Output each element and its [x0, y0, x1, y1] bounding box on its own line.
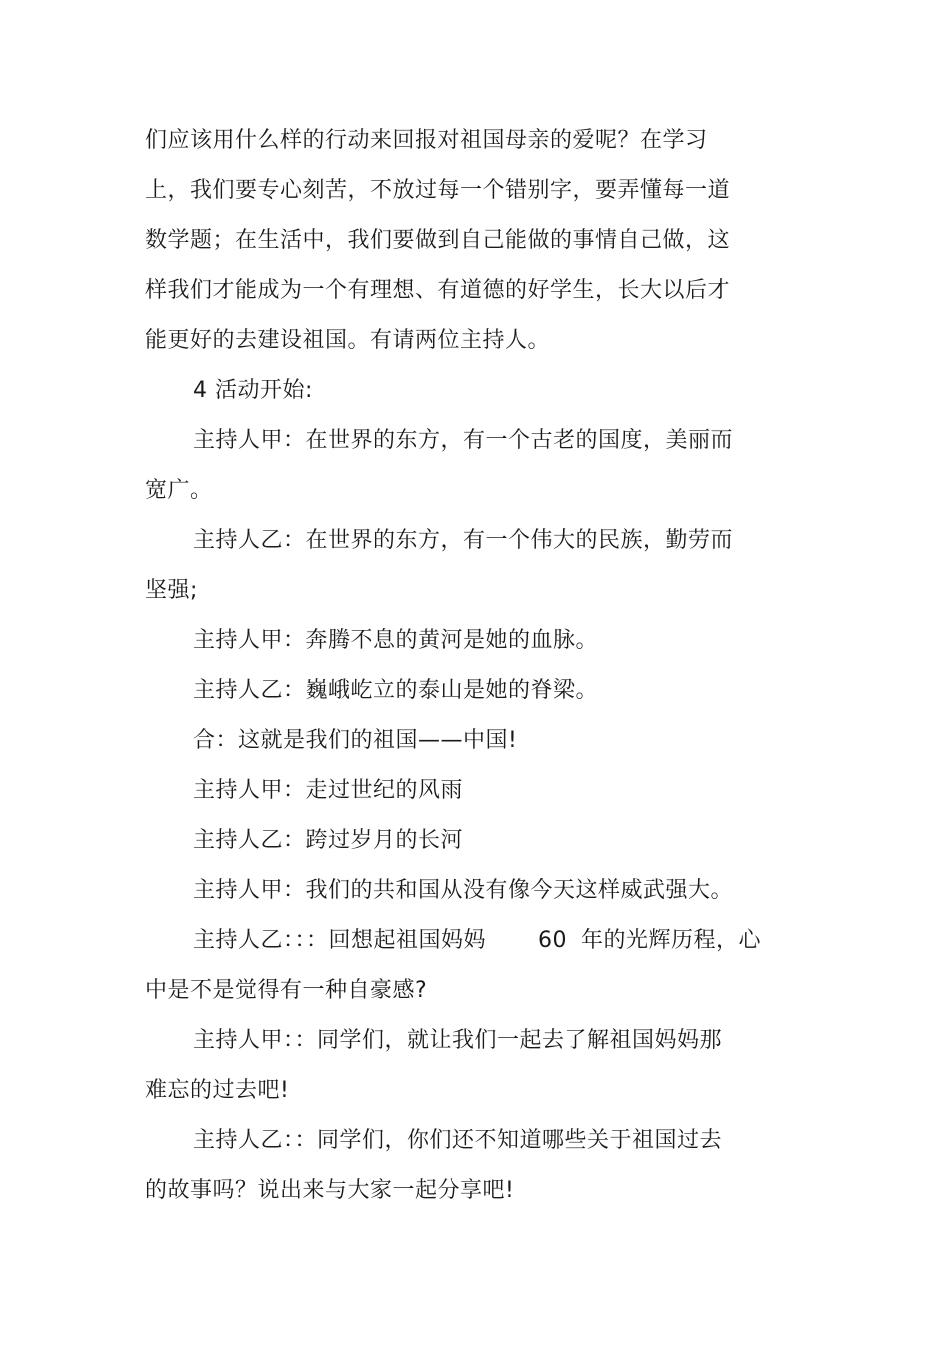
paragraph-line-1: 们应该用什么样的行动来回报对祖国母亲的爱呢？在学习 — [145, 128, 708, 153]
dialogue-line: 主持人甲：我们的共和国从没有像今天这样威武强大。 — [193, 878, 734, 903]
dialogue-continuation: 中是不是觉得有一种自豪感? — [145, 978, 428, 1003]
dialogue-line: 主持人乙：跨过岁月的长河 — [193, 828, 464, 853]
dialogue-line: 合：这就是我们的祖国——中国! — [193, 728, 518, 753]
dialogue-line: 主持人乙：在世界的东方，有一个伟大的民族，勤劳而 — [193, 528, 734, 553]
dialogue-line-part-2: 年的光辉历程，心 — [581, 928, 762, 953]
paragraph-line-4: 样我们才能成为一个有理想、有道德的好学生，长大以后才 — [145, 278, 731, 303]
dialogue-line: 主持人甲：：同学们，就让我们一起去了解祖国妈妈那 — [193, 1028, 723, 1053]
paragraph-line-5: 能更好的去建设祖国。有请两位主持人。 — [145, 328, 551, 353]
dialogue-continuation: 宽广。 — [145, 478, 213, 503]
section-heading: 4 活动开始: — [193, 378, 313, 403]
dialogue-line: 主持人甲：奔腾不息的黄河是她的血脉。 — [193, 628, 599, 653]
paragraph-line-2: 上，我们要专心刻苦，不放过每一个错别字，要弄懂每一道 — [145, 178, 731, 203]
dialogue-continuation: 难忘的过去吧! — [145, 1078, 290, 1103]
dialogue-line: 主持人甲：走过世纪的风雨 — [193, 778, 464, 803]
dialogue-continuation: 的故事吗？说出来与大家一起分享吧! — [145, 1178, 515, 1203]
paragraph-line-3: 数学题；在生活中，我们要做到自己能做的事情自己做，这 — [145, 228, 731, 253]
dialogue-line-part-1: 主持人乙：：：回想起祖国妈妈 — [193, 928, 487, 953]
dialogue-continuation: 坚强; — [145, 578, 198, 603]
dialogue-line: 主持人甲：在世界的东方，有一个古老的国度，美丽而 — [193, 428, 734, 453]
dialogue-line: 主持人乙：：同学们，你们还不知道哪些关于祖国过去 — [193, 1128, 723, 1153]
dialogue-line — [193, 926, 761, 956]
dialogue-line-number: 60 — [538, 928, 568, 953]
dialogue-line: 主持人乙：巍峨屹立的泰山是她的脊梁。 — [193, 678, 599, 703]
